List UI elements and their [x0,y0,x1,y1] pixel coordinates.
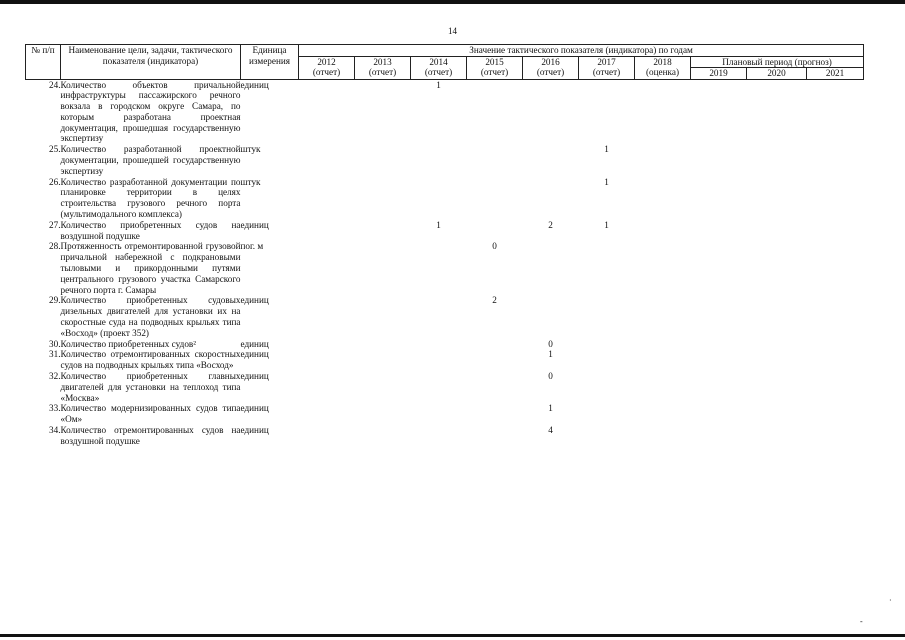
value-cell [807,339,864,350]
header-year-2016: 2016 (отчет) [523,56,579,79]
value-cell [691,339,747,350]
value-cell [579,79,635,144]
value-cell [299,295,355,338]
value-cell [635,371,691,403]
value-cell [467,220,523,242]
value-cell [355,371,411,403]
row-number: 30. [49,338,61,349]
value-cell: 1 [548,403,553,414]
table-row [26,144,864,176]
value-cell [467,403,523,425]
scan-speck: · [889,596,892,605]
value-cell [299,79,355,144]
row-number: 29. [49,295,61,306]
unit-cell: единиц [240,371,269,382]
indicator-name: Количество объектов причальной инфраструктуры пассажирского речного вокзала в городском округе Самара, по которым разработана проектная документация, прошедшая государственную экспертизу [60,79,241,144]
value-cell [355,144,411,176]
table-row [26,425,864,447]
value-cell [691,220,747,242]
value-cell [523,177,579,220]
value-cell [691,349,747,371]
header-year-2018: 2018 (оценка) [635,56,691,79]
value-cell: 2 [548,219,553,230]
unit-cell: единиц [240,295,269,306]
value-cell [807,220,864,242]
indicator-name: Протяженность отремонтированной грузовой причальной набережной с подкрановыми тыловыми и прикордонными путями центрального грузового участка Самарского речного порта г. Самары [60,241,241,295]
value-cell [355,177,411,220]
value-cell [747,177,807,220]
table-row [26,177,864,220]
header-year-2014: 2014 (отчет) [411,56,467,79]
table-row [26,79,864,144]
indicator-name: Количество отремонтированных судов на воздушной подушке [60,425,241,446]
value-cell [747,425,807,447]
value-cell [579,371,635,403]
bottom-border-line [0,634,905,637]
value-cell [355,241,411,295]
value-cell [411,349,467,371]
value-cell [807,349,864,371]
value-cell [467,425,523,447]
value-cell [355,220,411,242]
value-cell: 0 [492,241,497,252]
value-cell [691,144,747,176]
indicator-name: Количество разработанной проектной документации, прошедшей государственную экспертизу [60,144,241,176]
value-cell: 0 [548,371,553,382]
value-cell [691,177,747,220]
header-year-2019: 2019 [691,68,747,80]
value-cell [579,349,635,371]
value-cell [411,371,467,403]
header-unit: Единица измерения [241,45,299,80]
value-cell [411,177,467,220]
unit-cell: пог. м [240,241,264,252]
value-cell [467,349,523,371]
value-cell [635,144,691,176]
value-cell [747,371,807,403]
value-cell [411,144,467,176]
header-year-2017: 2017 (отчет) [579,56,635,79]
value-cell [807,177,864,220]
value-cell [523,295,579,338]
value-cell: 1 [604,144,609,155]
value-cell: 1 [548,349,553,360]
indicator-name: Количество приобретенных судовых дизельных двигателей для установки их на скоростные суда на подводных крыльях типа «Восход» (проект 352) [60,295,241,338]
header-year-2013: 2013 (отчет) [355,56,411,79]
value-cell: 1 [604,219,609,230]
scan-speck: - [860,617,863,626]
value-cell [299,371,355,403]
value-cell [635,295,691,338]
top-border-line [0,0,905,4]
value-cell [747,241,807,295]
value-cell [807,371,864,403]
row-number: 26. [49,176,61,187]
value-cell [635,79,691,144]
value-cell [299,403,355,425]
value-cell: 1 [436,219,441,230]
unit-cell: единиц [240,79,269,90]
header-indicator-name: Наименование цели, задачи, тактического показателя (индикатора) [61,45,241,80]
value-cell [411,339,467,350]
value-cell [355,349,411,371]
header-year-2015: 2015 (отчет) [467,56,523,79]
value-cell [299,425,355,447]
value-cell [691,403,747,425]
value-cell [299,339,355,350]
value-cell [635,177,691,220]
value-cell [747,295,807,338]
unit-cell: единиц [240,403,269,414]
value-cell [523,79,579,144]
table-body [26,79,864,447]
header-values-by-year: Значение тактического показателя (индикатора) по годам [299,45,864,57]
table-row [26,349,864,371]
value-cell [807,403,864,425]
unit-cell: штук [240,176,261,187]
value-cell [299,177,355,220]
row-number: 31. [49,349,61,360]
value-cell [299,220,355,242]
value-cell [579,295,635,338]
value-cell [467,79,523,144]
value-cell [523,144,579,176]
row-number: 34. [49,425,61,435]
value-cell [579,425,635,447]
indicator-name: Количество модернизированных судов типа «Ом» [60,403,241,425]
value-cell [579,339,635,350]
unit-cell: штук [240,144,261,155]
value-cell [579,241,635,295]
row-number: 24. [49,79,61,90]
value-cell [635,241,691,295]
value-cell [747,339,807,350]
table-row [26,220,864,242]
value-cell [411,241,467,295]
indicator-name: Количество приобретенных судов на воздушной подушке [60,219,241,241]
value-cell [635,220,691,242]
value-cell [299,144,355,176]
value-cell [467,177,523,220]
value-cell [635,425,691,447]
value-cell [355,403,411,425]
value-cell [467,144,523,176]
table-row [26,339,864,350]
value-cell [807,425,864,447]
table-row [26,371,864,403]
value-cell [579,403,635,425]
value-cell: 1 [436,79,441,90]
row-number: 28. [49,241,61,252]
value-cell [747,349,807,371]
value-cell [747,403,807,425]
value-cell [635,339,691,350]
value-cell [691,371,747,403]
value-cell [411,403,467,425]
value-cell [523,241,579,295]
value-cell: 4 [548,425,553,435]
value-cell [807,295,864,338]
unit-cell: единиц [240,349,269,360]
unit-cell: единиц [240,338,269,349]
table-row [26,241,864,295]
value-cell [635,403,691,425]
value-cell [355,425,411,447]
row-number: 32. [49,371,61,382]
value-cell: 2 [492,295,497,306]
value-cell [691,79,747,144]
indicators-table [25,44,864,447]
indicator-name: Количество разработанной документации по планировке территории в целях строительства грузового речного порта (мультимодального комплекса) [60,176,241,220]
unit-cell: единиц [240,425,269,435]
value-cell [467,339,523,350]
header-forecast-period: Плановый период (прогноз) [691,56,864,68]
value-cell [807,79,864,144]
value-cell [691,425,747,447]
value-cell [299,241,355,295]
value-cell: 0 [548,338,553,349]
value-cell [411,425,467,447]
header-year-2021: 2021 [807,68,864,80]
value-cell [807,241,864,295]
value-cell [691,295,747,338]
row-number: 33. [49,403,61,414]
value-cell [355,295,411,338]
indicator-name: Количество приобретенных судов² [60,338,197,349]
value-cell [691,241,747,295]
value-cell [747,79,807,144]
page-number: 14 [448,26,457,36]
indicator-name: Количество приобретенных главных двигателей для установки на теплоход типа «Москва» [60,371,241,403]
row-number: 27. [49,219,61,230]
value-cell [807,144,864,176]
value-cell: 1 [604,176,609,187]
value-cell [355,79,411,144]
value-cell [747,220,807,242]
header-year-2020: 2020 [747,68,807,80]
table-row [26,403,864,425]
value-cell [299,349,355,371]
value-cell [747,144,807,176]
indicator-name: Количество отремонтированных скоростных судов на подводных крыльях типа «Восход» [60,349,241,371]
unit-cell: единиц [240,219,269,230]
row-number: 25. [49,144,61,155]
value-cell [635,349,691,371]
value-cell [355,339,411,350]
header-year-2012: 2012 (отчет) [299,56,355,79]
value-cell [467,371,523,403]
value-cell [411,295,467,338]
header-row-number: № п/п [26,45,61,80]
table-row [26,295,864,338]
